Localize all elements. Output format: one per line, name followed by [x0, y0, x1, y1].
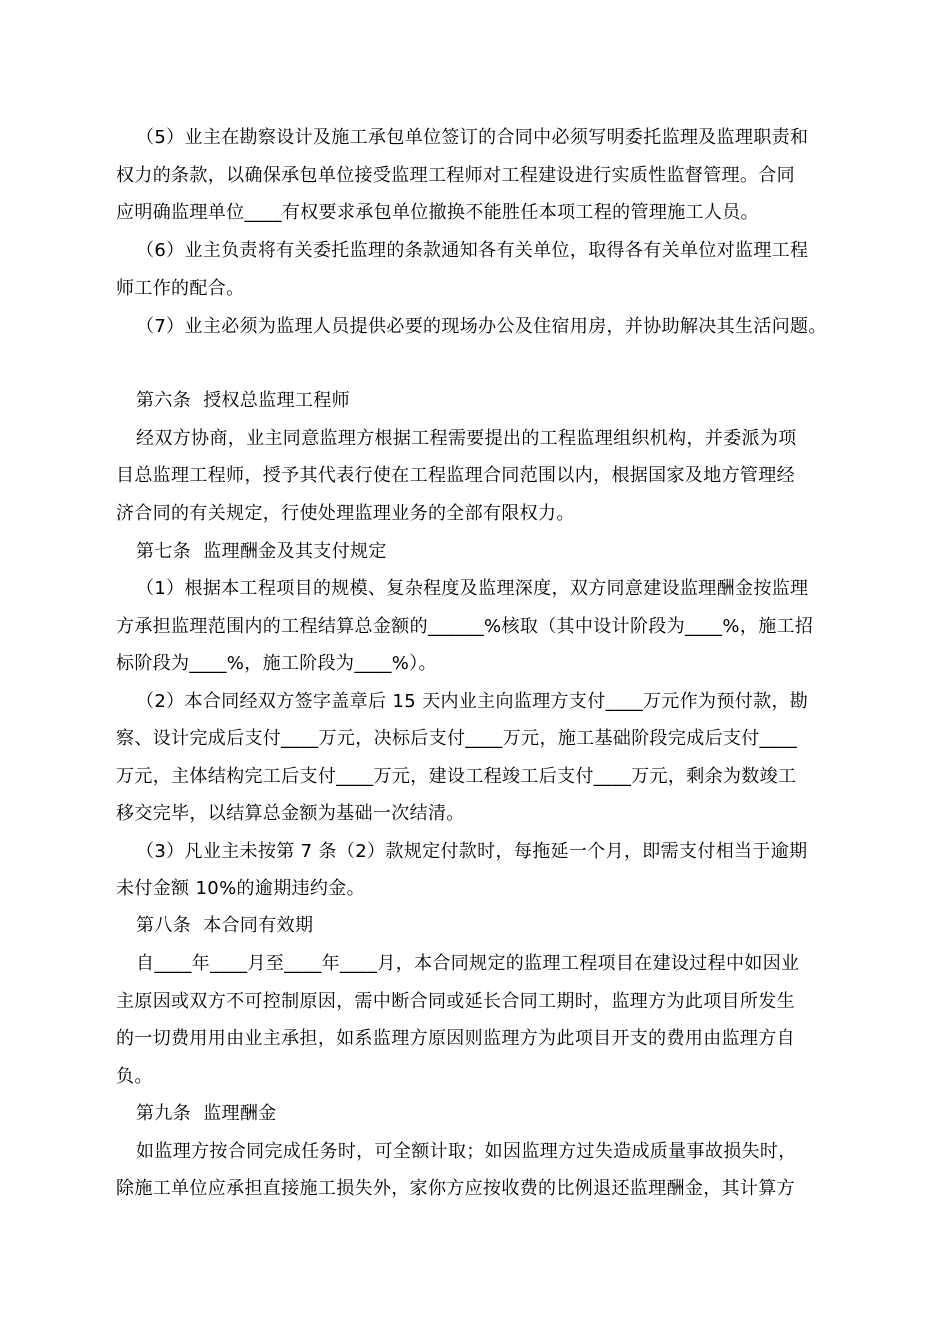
para-line: 负。	[116, 1066, 153, 1087]
para-line: 方承担监理范围内的工程结算总金额的______%核取（其中设计阶段为____%，施工招	[116, 616, 814, 637]
para-line: 未付金额 10%的逾期违约金。	[116, 878, 365, 899]
para-line: 主原因或双方不可控制原因，需中断合同或延长合同工期时，监理方为此项目所发生	[116, 991, 795, 1012]
para-line: 自____年____月至____年____月，本合同规定的监理工程项目在建设过程中如因业	[136, 953, 800, 974]
para-line: 经双方协商，业主同意监理方根据工程需要提出的工程监理组织机构，并委派为项	[136, 428, 797, 449]
para-line: 应明确监理单位____有权要求承包单位撤换不能胜任本项工程的管理施工人员。	[116, 202, 759, 223]
para-line: （2）本合同经双方签字盖章后 15 天内业主向监理方支付____万元作为预付款，勘	[136, 691, 809, 712]
para-line: （1）根据本工程项目的规模、复杂程度及监理深度，双方同意建设监理酬金按监理	[136, 578, 809, 599]
para-line: 的一切费用用由业主承担，如系监理方原因则监理方为此项目开支的费用由监理方自	[116, 1028, 795, 1049]
para-line: 师工作的配合。	[116, 278, 245, 299]
para-line: 察、设计完成后支付____万元，决标后支付____万元，施工基础阶段完成后支付____	[116, 728, 798, 749]
para-line: （3）凡业主未按第 7 条（2）款规定付款时，每拖延一个月，即需支付相当于逾期	[136, 841, 808, 862]
para-line: 万元，主体结构完工后支付____万元，建设工程竣工后支付____万元，剩余为数竣工	[116, 766, 797, 787]
para-line: 如监理方按合同完成任务时，可全额计取；如因监理方过失造成质量事故损失时，	[136, 1141, 797, 1162]
para-line: （7）业主必须为监理人员提供必要的现场办公及住宿用房，并协助解决其生活问题。	[136, 316, 827, 337]
para-line: 目总监理工程师，授予其代表行使在工程监理合同范围以内，根据国家及地方管理经	[116, 465, 795, 486]
para-line: 移交完毕，以结算总金额为基础一次结清。	[116, 803, 465, 824]
article-heading: 第九条 监理酬金	[136, 1103, 277, 1124]
para-line: （6）业主负责将有关委托监理的条款通知各有关单位，取得各有关单位对监理工程	[136, 240, 809, 261]
article-heading: 第八条 本合同有效期	[136, 915, 314, 936]
para-line: 除施工单位应承担直接施工损失外，家你方应按收费的比例退还监理酬金，其计算方	[116, 1178, 795, 1199]
para-line: （5）业主在勘察设计及施工承包单位签订的合同中必须写明委托监理及监理职责和	[136, 127, 809, 148]
para-line: 标阶段为____%，施工阶段为____%）。	[116, 653, 437, 674]
article-heading: 第六条 授权总监理工程师	[136, 390, 350, 411]
para-line: 权力的条款，以确保承包单位接受监理工程师对工程建设进行实质性监督管理。合同	[116, 165, 795, 186]
article-heading: 第七条 监理酬金及其支付规定	[136, 541, 387, 562]
para-line: 济合同的有关规定，行使处理监理业务的全部有限权力。	[116, 503, 575, 524]
